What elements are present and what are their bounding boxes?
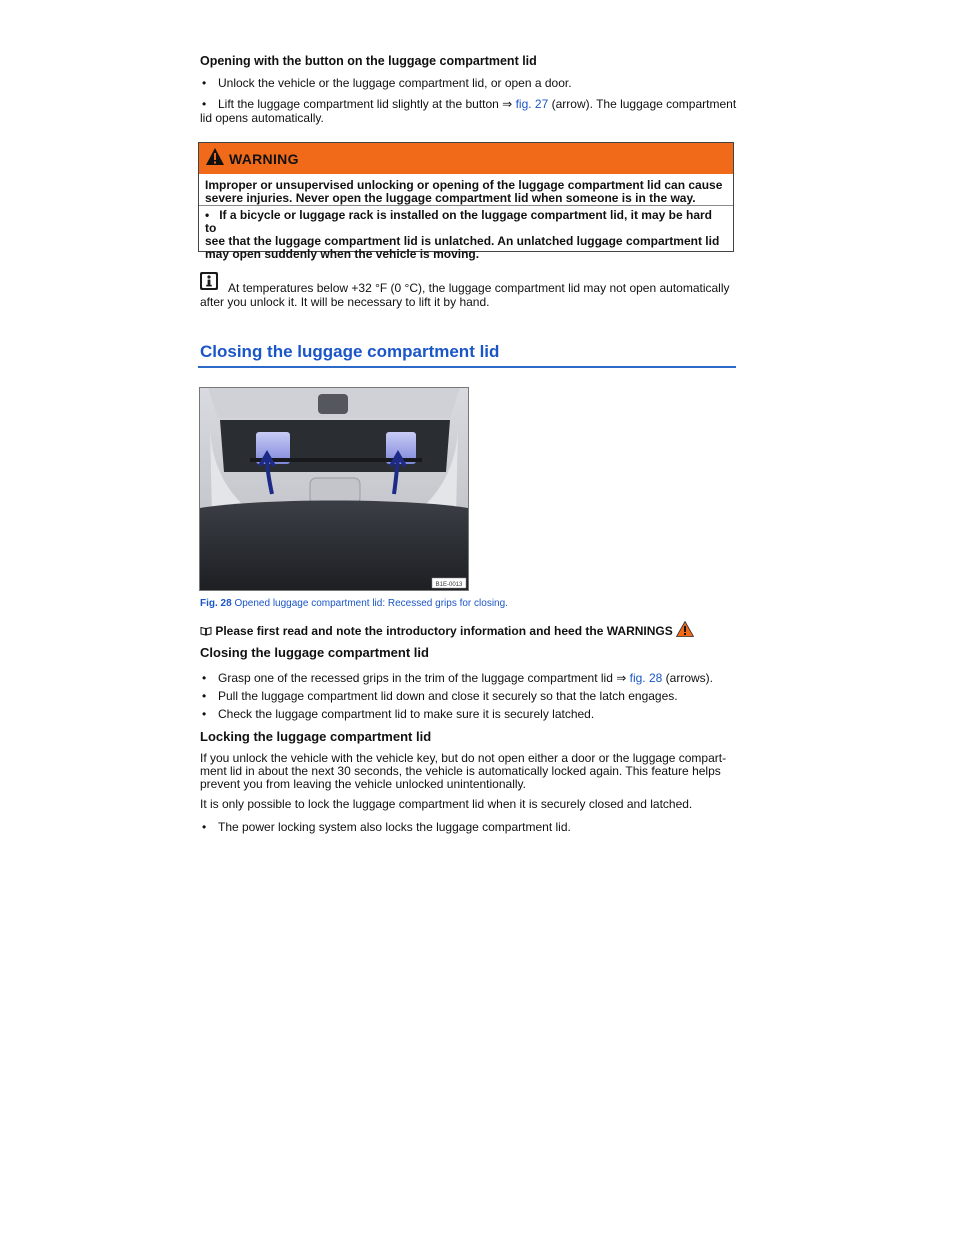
- fig-27-link[interactable]: fig. 27: [515, 97, 549, 111]
- warning-title: WARNING: [229, 151, 299, 167]
- text-run: Lift the luggage compartment lid slightly at the button ⇒: [218, 97, 513, 111]
- section-heading-opening: Opening with the button on the luggage compartment lid: [200, 54, 537, 68]
- paragraph-line: prevent you from leaving the vehicle unlocked unintentionally.: [200, 777, 526, 791]
- bullet-glyph: •: [205, 208, 210, 222]
- luggage-lid-illustration: [200, 388, 468, 590]
- warning-triangle-icon: [205, 147, 225, 166]
- warning-line: may open suddenly when the vehicle is moving.: [205, 247, 480, 261]
- text-run: Grasp one of the recessed grips in the trim of the luggage compartment lid ⇒: [218, 671, 627, 685]
- text-run: (arrow). The luggage compartment: [551, 97, 737, 111]
- bullet-glyph: •: [202, 97, 207, 111]
- warning-line: see that the luggage compartment lid is unlatched. An unlatched luggage compartment lid: [205, 234, 720, 248]
- paragraph-line: ment lid in about the next 30 seconds, the vehicle is automatically locked again. This feature helps: [200, 764, 721, 778]
- list-item-text: [218, 97, 738, 111]
- figure-luggage-lid: [199, 387, 469, 591]
- warning-bullet: [205, 209, 725, 261]
- warning-line: Improper or unsupervised unlocking or opening of the luggage compartment lid can cause: [205, 178, 723, 192]
- note-text: At temperatures below +32 °F (0 °C), the luggage compartment lid may not open automatically: [228, 281, 730, 295]
- text-run: (arrows).: [665, 671, 713, 685]
- warning-bullet-line: [205, 209, 725, 235]
- divider: [199, 205, 733, 206]
- warning-text: [205, 179, 725, 205]
- intro-text[interactable]: Please first read and note the introductory information and heed the WARNINGS: [215, 624, 673, 638]
- bullet-glyph: •: [202, 820, 207, 834]
- bullet-glyph: •: [202, 671, 207, 685]
- section-title: Closing the luggage compartment lid: [200, 342, 500, 361]
- intro-line: [200, 621, 694, 638]
- figure-caption-text: Opened luggage compartment lid: Recessed grips for closing.: [234, 598, 508, 609]
- figure-caption: [200, 597, 508, 611]
- book-icon: [200, 626, 212, 636]
- note-text: after you unlock it. It will be necessary to lift it by hand.: [200, 295, 490, 309]
- warning-box: [198, 142, 734, 261]
- list-item-text: Pull the luggage compartment lid down and close it securely so that the latch engages.: [218, 689, 678, 703]
- bullet-glyph: •: [202, 689, 207, 703]
- subheading-locking: Locking the luggage compartment lid: [200, 729, 432, 744]
- warning-line: severe injuries. Never open the luggage compartment lid when someone is in the way.: [205, 191, 696, 205]
- list-item-text: [218, 671, 738, 685]
- list-item-text: Check the luggage compartment lid to make sure it is securely latched.: [218, 707, 595, 721]
- fig-28-link[interactable]: fig. 28: [629, 671, 663, 685]
- list-item-continuation: lid opens automatically.: [200, 111, 324, 125]
- section-rule: [198, 366, 736, 368]
- note-icon: [200, 272, 218, 290]
- list-item-text: Unlock the vehicle or the luggage compartment lid, or open a door.: [218, 76, 572, 90]
- figure-code: B1E-0013: [435, 582, 463, 588]
- bullet-glyph: •: [202, 707, 207, 721]
- paragraph: It is only possible to lock the luggage compartment lid when it is securely closed and latched.: [200, 797, 693, 811]
- figure-label: Fig. 28: [200, 598, 232, 609]
- paragraph: [200, 752, 730, 791]
- bullet-glyph: •: [202, 76, 207, 90]
- warning-bullet-text: If a bicycle or luggage rack is installed on the luggage compartment lid, it may be hard to: [205, 208, 713, 235]
- list-item-text: The power locking system also locks the luggage compartment lid.: [218, 820, 571, 834]
- warning-triangle-icon: [676, 621, 694, 637]
- warning-header: [199, 143, 733, 174]
- paragraph-line: If you unlock the vehicle with the vehicle key, but do not open either a door or the luggage compart-: [200, 751, 727, 765]
- subheading-closing: Closing the luggage compartment lid: [200, 645, 429, 660]
